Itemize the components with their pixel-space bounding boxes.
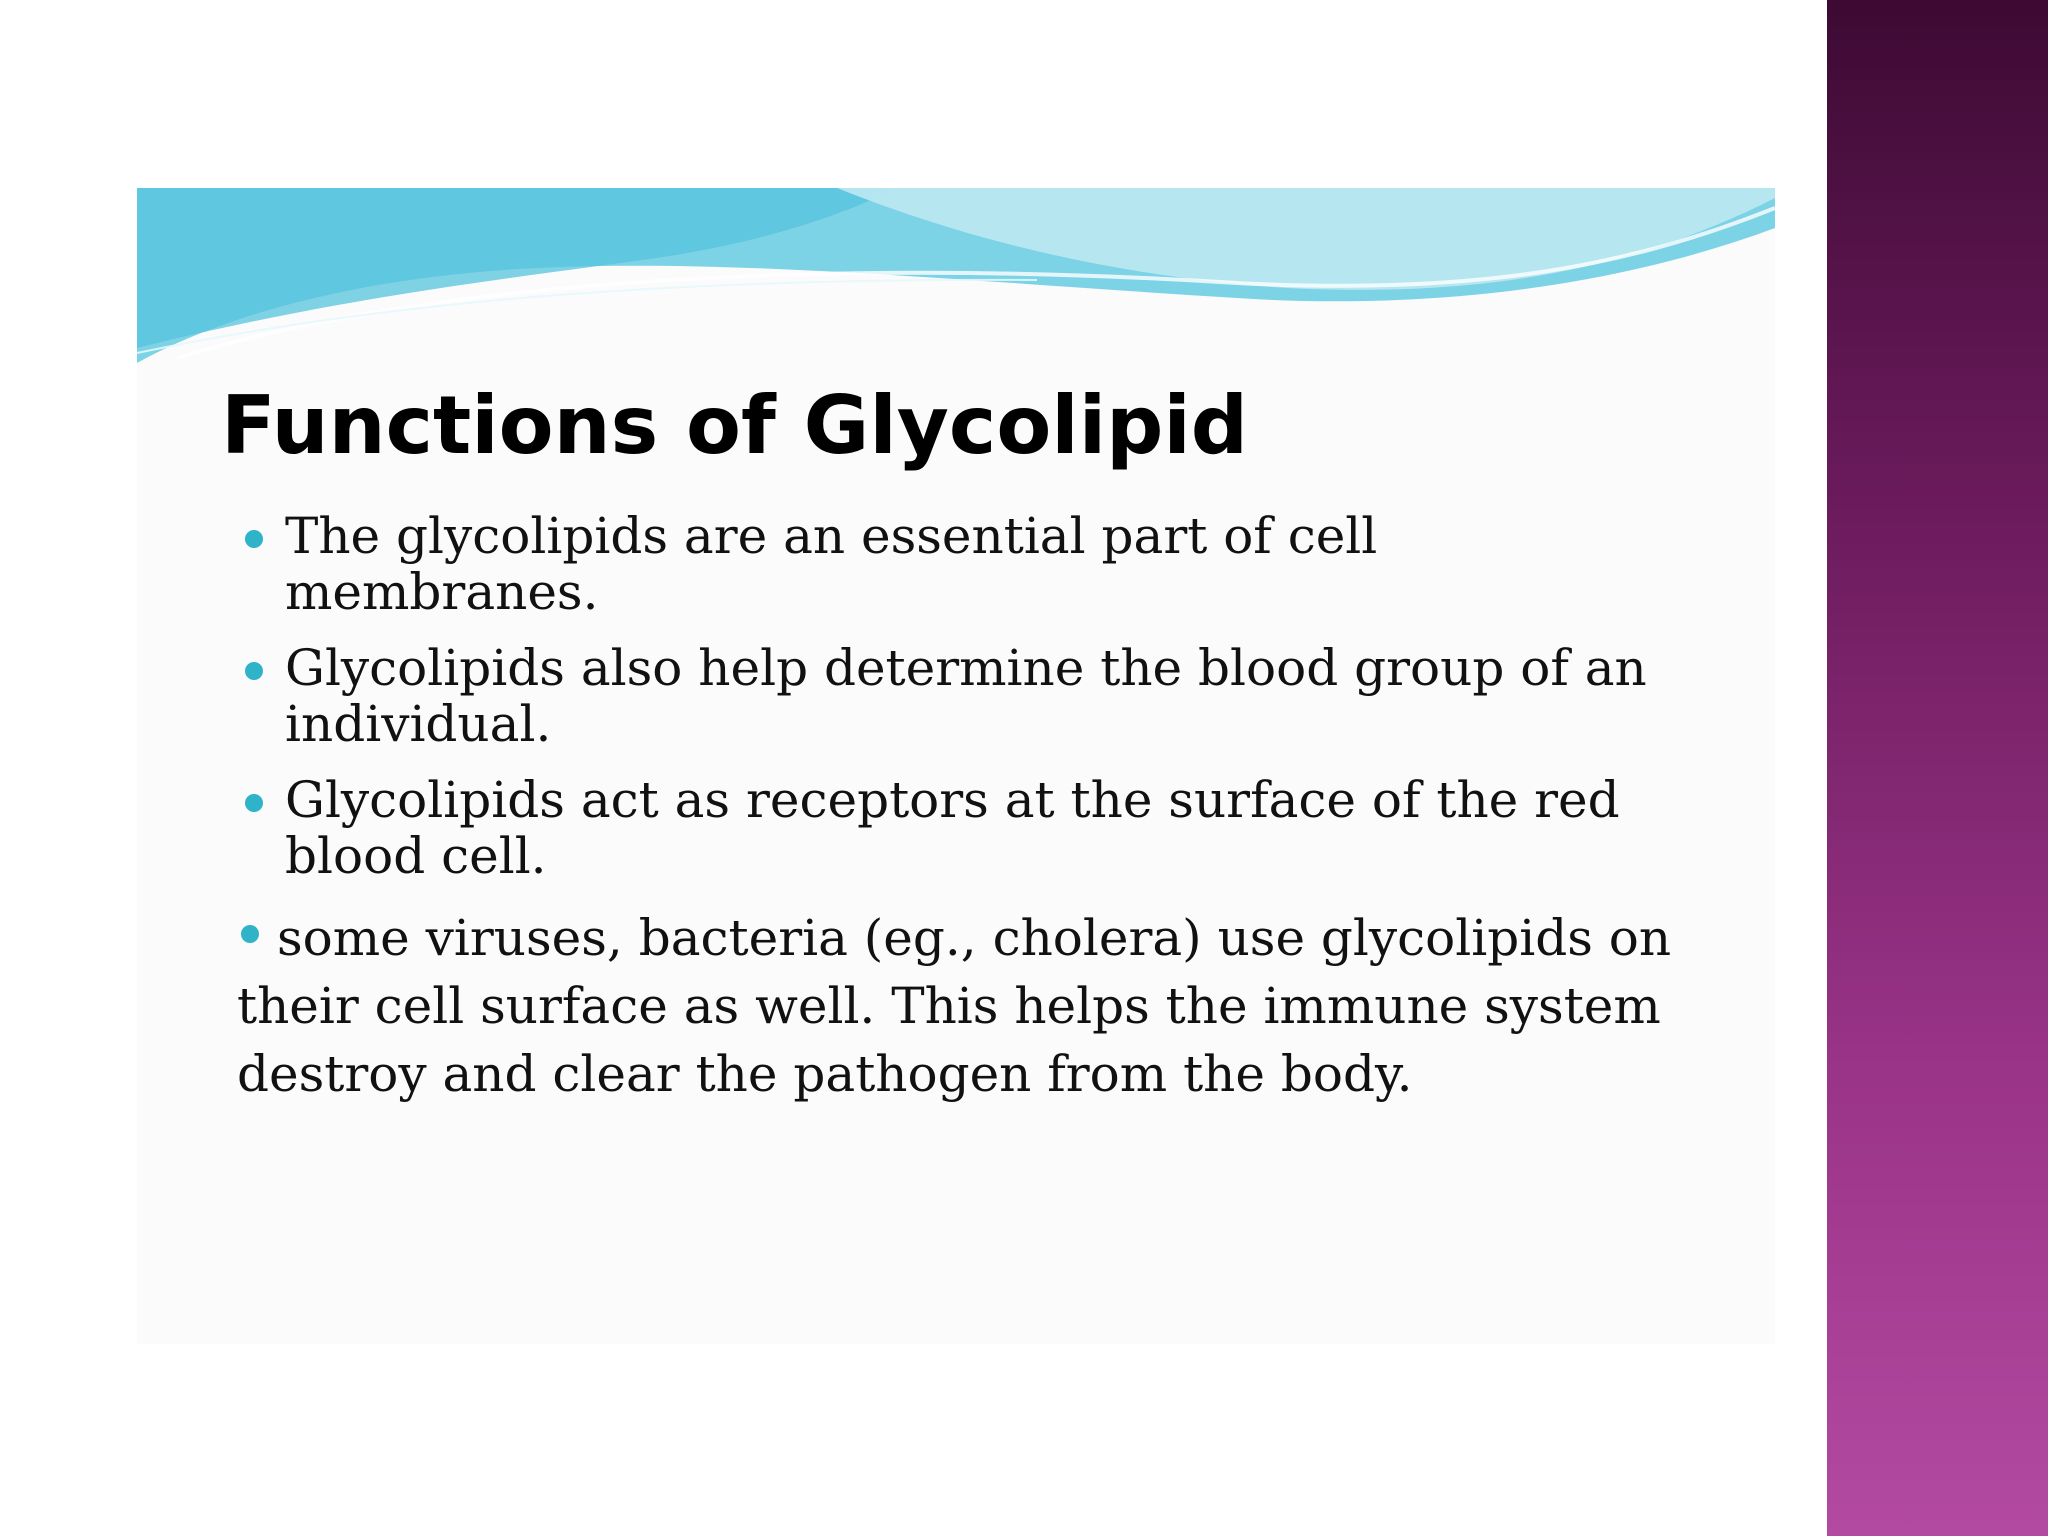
slide-title: Functions of Glycolipid	[221, 379, 1249, 472]
bullet-text: The glycolipids are an essential part of cell membranes.	[285, 507, 1378, 621]
bullet-dot-icon	[245, 662, 263, 680]
list-item	[237, 508, 1677, 620]
list-item	[237, 904, 1677, 1108]
wave-header-decoration	[137, 188, 1775, 363]
side-color-bar	[1827, 0, 2048, 1536]
slide	[137, 188, 1775, 1344]
bullet-dot-icon	[241, 925, 259, 943]
bullet-text: Glycolipids also help determine the blood group of an individual.	[285, 639, 1647, 753]
bullet-list	[237, 508, 1677, 1128]
paragraph-text: some viruses, bacteria (eg., cholera) use glycolipids on their cell surface as well. This helps the immune system destroy and clear the pathogen from the body.	[237, 909, 1672, 1103]
bullet-dot-icon	[245, 530, 263, 548]
bullet-text: Glycolipids act as receptors at the surface of the red blood cell.	[285, 771, 1620, 885]
list-item	[237, 640, 1677, 752]
bullet-dot-icon	[245, 794, 263, 812]
list-item	[237, 772, 1677, 884]
